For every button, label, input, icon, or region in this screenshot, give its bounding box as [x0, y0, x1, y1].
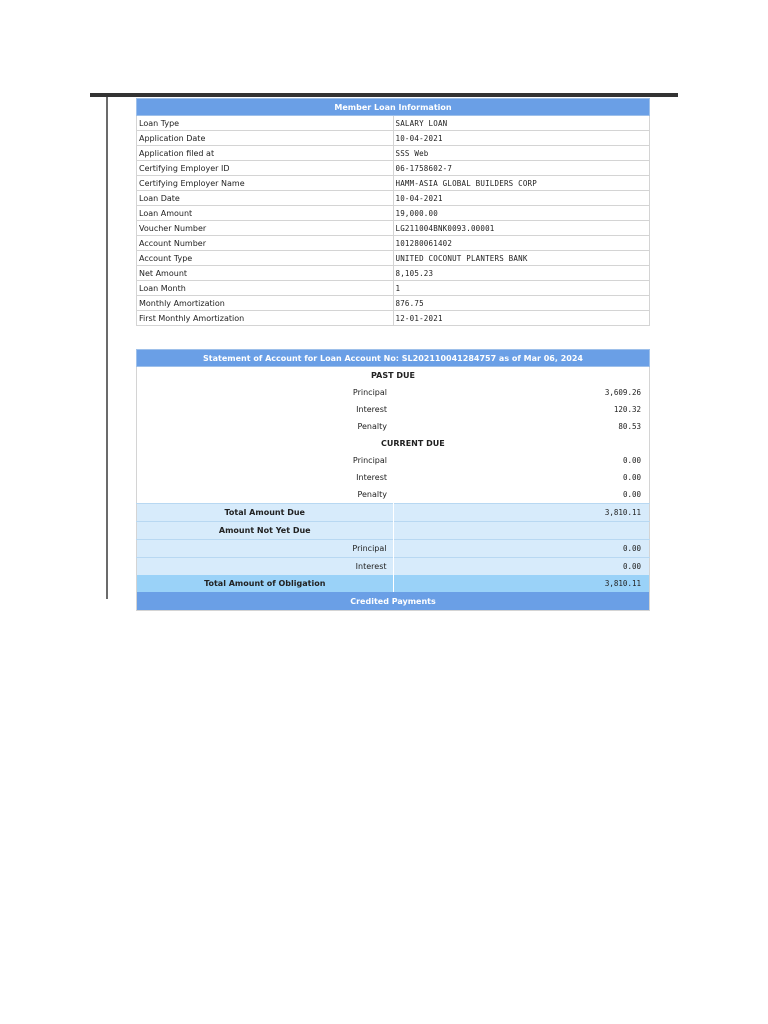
- loan-info-value: SSS Web: [393, 146, 650, 161]
- loan-info-value: SALARY LOAN: [393, 116, 650, 131]
- loan-info-row: [137, 281, 650, 296]
- past-due-principal-label: Principal: [352, 388, 387, 397]
- loan-info-row: [137, 266, 650, 281]
- loan-info-label: Loan Month: [137, 281, 394, 296]
- loan-info-row: [137, 161, 650, 176]
- current-due-heading: CURRENT DUE: [381, 439, 445, 448]
- total-amount-due-value: 3,810.11: [393, 504, 650, 522]
- loan-info-row: [137, 296, 650, 311]
- not-yet-due-interest-label: Interest: [137, 558, 394, 576]
- loan-info-value: 10-04-2021: [393, 191, 650, 206]
- content-viewport: [136, 97, 650, 606]
- loan-info-value: 876.75: [393, 296, 650, 311]
- current-due-penalty-label: Penalty: [357, 490, 387, 499]
- statement-of-account-table: [136, 349, 650, 611]
- loan-info-label: Application filed at: [137, 146, 394, 161]
- member-loan-info-title: Member Loan Information: [137, 99, 650, 116]
- not-yet-due-principal-value: 0.00: [393, 540, 650, 558]
- loan-info-row: [137, 251, 650, 266]
- past-due-penalty-label: Penalty: [357, 422, 387, 431]
- current-due-principal-row: [137, 452, 650, 469]
- current-due-interest-label: Interest: [356, 473, 387, 482]
- past-due-interest-value: 120.32: [613, 405, 641, 414]
- loan-info-value: LG211004BNK0093.00001: [393, 221, 650, 236]
- loan-info-value: HAMM-ASIA GLOBAL BUILDERS CORP: [393, 176, 650, 191]
- past-due-principal-row: [137, 384, 650, 401]
- past-due-interest-label: Interest: [356, 405, 387, 414]
- loan-info-value: 8,105.23: [393, 266, 650, 281]
- not-yet-due-heading: Amount Not Yet Due: [137, 522, 394, 540]
- loan-info-value: 101280061402: [393, 236, 650, 251]
- loan-info-row: [137, 146, 650, 161]
- current-due-penalty-row: [137, 486, 650, 504]
- current-due-interest-row: [137, 469, 650, 486]
- loan-info-value: 12-01-2021: [393, 311, 650, 326]
- not-yet-due-principal-row: [137, 540, 650, 558]
- loan-info-label: Loan Amount: [137, 206, 394, 221]
- loan-info-value: UNITED COCONUT PLANTERS BANK: [393, 251, 650, 266]
- loan-info-row: [137, 236, 650, 251]
- current-due-interest-value: 0.00: [622, 473, 641, 482]
- past-due-penalty-row: [137, 418, 650, 435]
- loan-info-row: [137, 176, 650, 191]
- loan-info-row: [137, 206, 650, 221]
- not-yet-due-principal-label: Principal: [137, 540, 394, 558]
- total-obligation-label: Total Amount of Obligation: [137, 575, 394, 592]
- loan-info-value: 10-04-2021: [393, 131, 650, 146]
- not-yet-due-interest-value: 0.00: [393, 558, 650, 576]
- past-due-penalty-value: 80.53: [618, 422, 641, 431]
- loan-info-label: Account Type: [137, 251, 394, 266]
- loan-info-label: Account Number: [137, 236, 394, 251]
- loan-info-label: Certifying Employer Name: [137, 176, 394, 191]
- member-loan-info-table: [136, 98, 650, 326]
- statement-title: Statement of Account for Loan Account No: SL202110041284757 as of Mar 06, 2024: [137, 350, 650, 367]
- loan-info-label: Loan Type: [137, 116, 394, 131]
- loan-info-label: Certifying Employer ID: [137, 161, 394, 176]
- loan-info-label: First Monthly Amortization: [137, 311, 394, 326]
- current-due-principal-value: 0.00: [622, 456, 641, 465]
- past-due-heading: PAST DUE: [371, 371, 415, 380]
- loan-info-row: [137, 221, 650, 236]
- current-due-principal-label: Principal: [352, 456, 387, 465]
- current-due-penalty-value: 0.00: [622, 490, 641, 499]
- loan-info-label: Monthly Amortization: [137, 296, 394, 311]
- loan-info-value: 1: [393, 281, 650, 296]
- not-yet-due-row: [137, 522, 650, 540]
- credited-payments-title: Credited Payments: [137, 592, 650, 611]
- loan-info-row: [137, 191, 650, 206]
- total-obligation-row: [137, 575, 650, 592]
- total-obligation-value: 3,810.11: [393, 575, 650, 592]
- loan-info-label: Application Date: [137, 131, 394, 146]
- total-amount-due-label: Total Amount Due: [137, 504, 394, 522]
- past-due-interest-row: [137, 401, 650, 418]
- past-due-principal-value: 3,609.26: [604, 388, 641, 397]
- loan-info-row: [137, 116, 650, 131]
- loan-info-value: 19,000.00: [393, 206, 650, 221]
- loan-info-row: [137, 311, 650, 326]
- loan-info-row: [137, 131, 650, 146]
- left-border: [106, 97, 108, 599]
- total-amount-due-row: [137, 504, 650, 522]
- loan-info-label: Voucher Number: [137, 221, 394, 236]
- loan-info-label: Loan Date: [137, 191, 394, 206]
- loan-info-label: Net Amount: [137, 266, 394, 281]
- not-yet-due-interest-row: [137, 558, 650, 576]
- loan-info-value: 06-1758602-7: [393, 161, 650, 176]
